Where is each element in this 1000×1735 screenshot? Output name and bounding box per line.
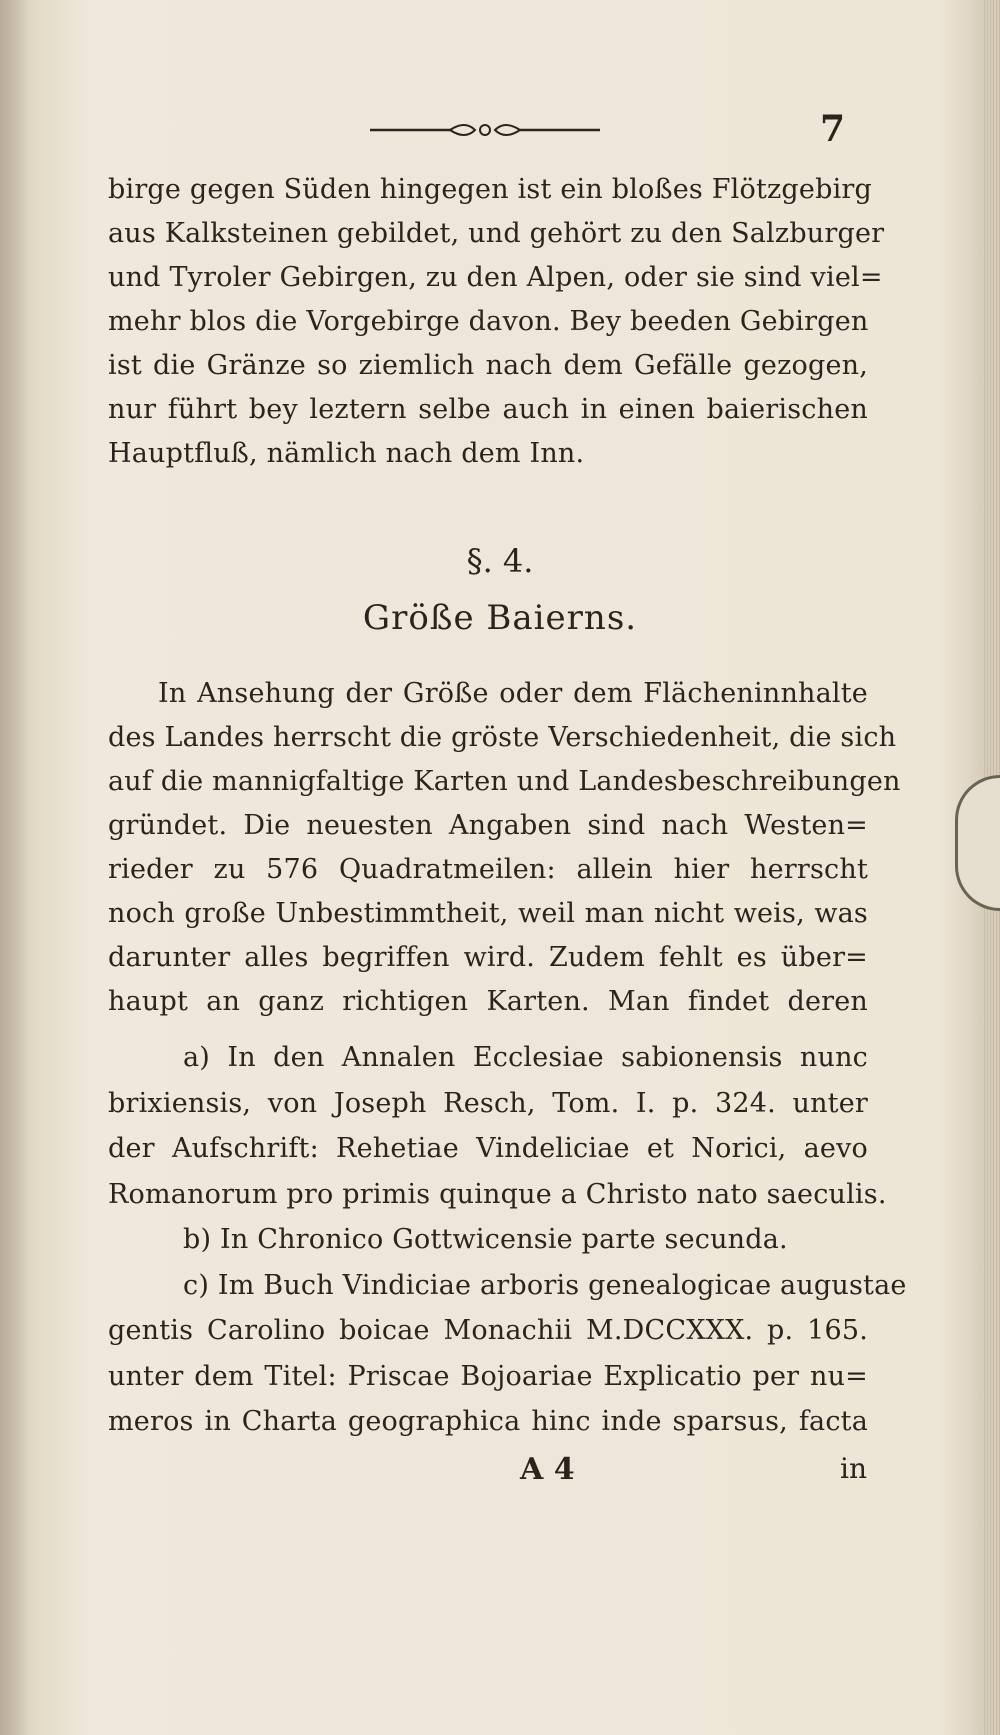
text-line: gentis Carolino boicae Monachii M.DCCXXX. p. 165. <box>108 1315 868 1346</box>
list-item: c) Im Buch Vindiciae arboris genealogicae augustae <box>183 1269 907 1301</box>
text-line: rieder zu 576 Quadratmeilen: allein hier herrscht <box>108 854 868 885</box>
text-line: noch große Unbestimmtheit, weil man nicht weis, was <box>108 898 868 929</box>
text-line: und Tyroler Gebirgen, zu den Alpen, oder sie sind viel= <box>108 262 883 293</box>
text-line: In Ansehung der Größe oder dem Flächeninnhalte <box>158 678 868 709</box>
catchword: in <box>840 1452 867 1485</box>
text-line: unter dem Titel: Priscae Bojoariae Explicatio per nu= <box>108 1360 868 1392</box>
list-item: b) In Chronico Gottwicensie parte secunda. <box>183 1224 788 1255</box>
text-line: gründet. Die neuesten Angaben sind nach Westen= <box>108 810 868 841</box>
text-line: ist die Gränze so ziemlich nach dem Gefälle gezogen, <box>108 350 868 381</box>
text-main <box>108 672 901 1024</box>
text-line: Romanorum pro primis quinque a Christo nato saeculis. <box>108 1178 887 1210</box>
signature-mark: A 4 <box>520 1452 575 1487</box>
text-line: auf die mannigfaltige Karten und Landesbeschreibungen <box>108 766 901 797</box>
text-line: meros in Charta geographica hinc inde sparsus, facta <box>108 1406 868 1437</box>
text-line: haupt an ganz richtigen Karten. Man findet deren <box>108 986 868 1017</box>
text-line: nur führt bey leztern selbe auch in einen baierischen <box>108 394 868 425</box>
gutter-shadow <box>0 0 28 1735</box>
text-top <box>108 168 885 476</box>
list-item: a) In den Annalen Ecclesiae sabionensis nunc <box>183 1042 868 1073</box>
page-number: 7 <box>820 108 846 150</box>
text-line: birge gegen Süden hingegen ist ein bloßes Flötzgebirg <box>108 174 873 205</box>
text-line: Hauptfluß, nämlich nach dem Inn. <box>108 438 585 469</box>
text-line: des Landes herrscht die gröste Verschiedenheit, die sich <box>108 722 897 753</box>
text-line: brixiensis, von Joseph Resch, Tom. I. p. 324. unter <box>108 1087 868 1119</box>
text-line: der Aufschrift: Rehetiae Vindeliciae et Norici, aevo <box>108 1133 868 1164</box>
text-line: darunter alles begriffen wird. Zudem fehlt es über= <box>108 942 868 973</box>
text-line: aus Kalksteinen gebildet, und gehört zu den Salzburger <box>108 218 885 249</box>
thumb-index-tab <box>955 775 1000 911</box>
text-line: mehr blos die Vorgebirge davon. Bey beeden Gebirgen <box>108 306 869 337</box>
source-list <box>108 1035 907 1445</box>
header-ornament <box>370 118 600 142</box>
section-title: Größe Baierns. <box>362 598 638 638</box>
section-number: §. 4. <box>466 542 534 580</box>
